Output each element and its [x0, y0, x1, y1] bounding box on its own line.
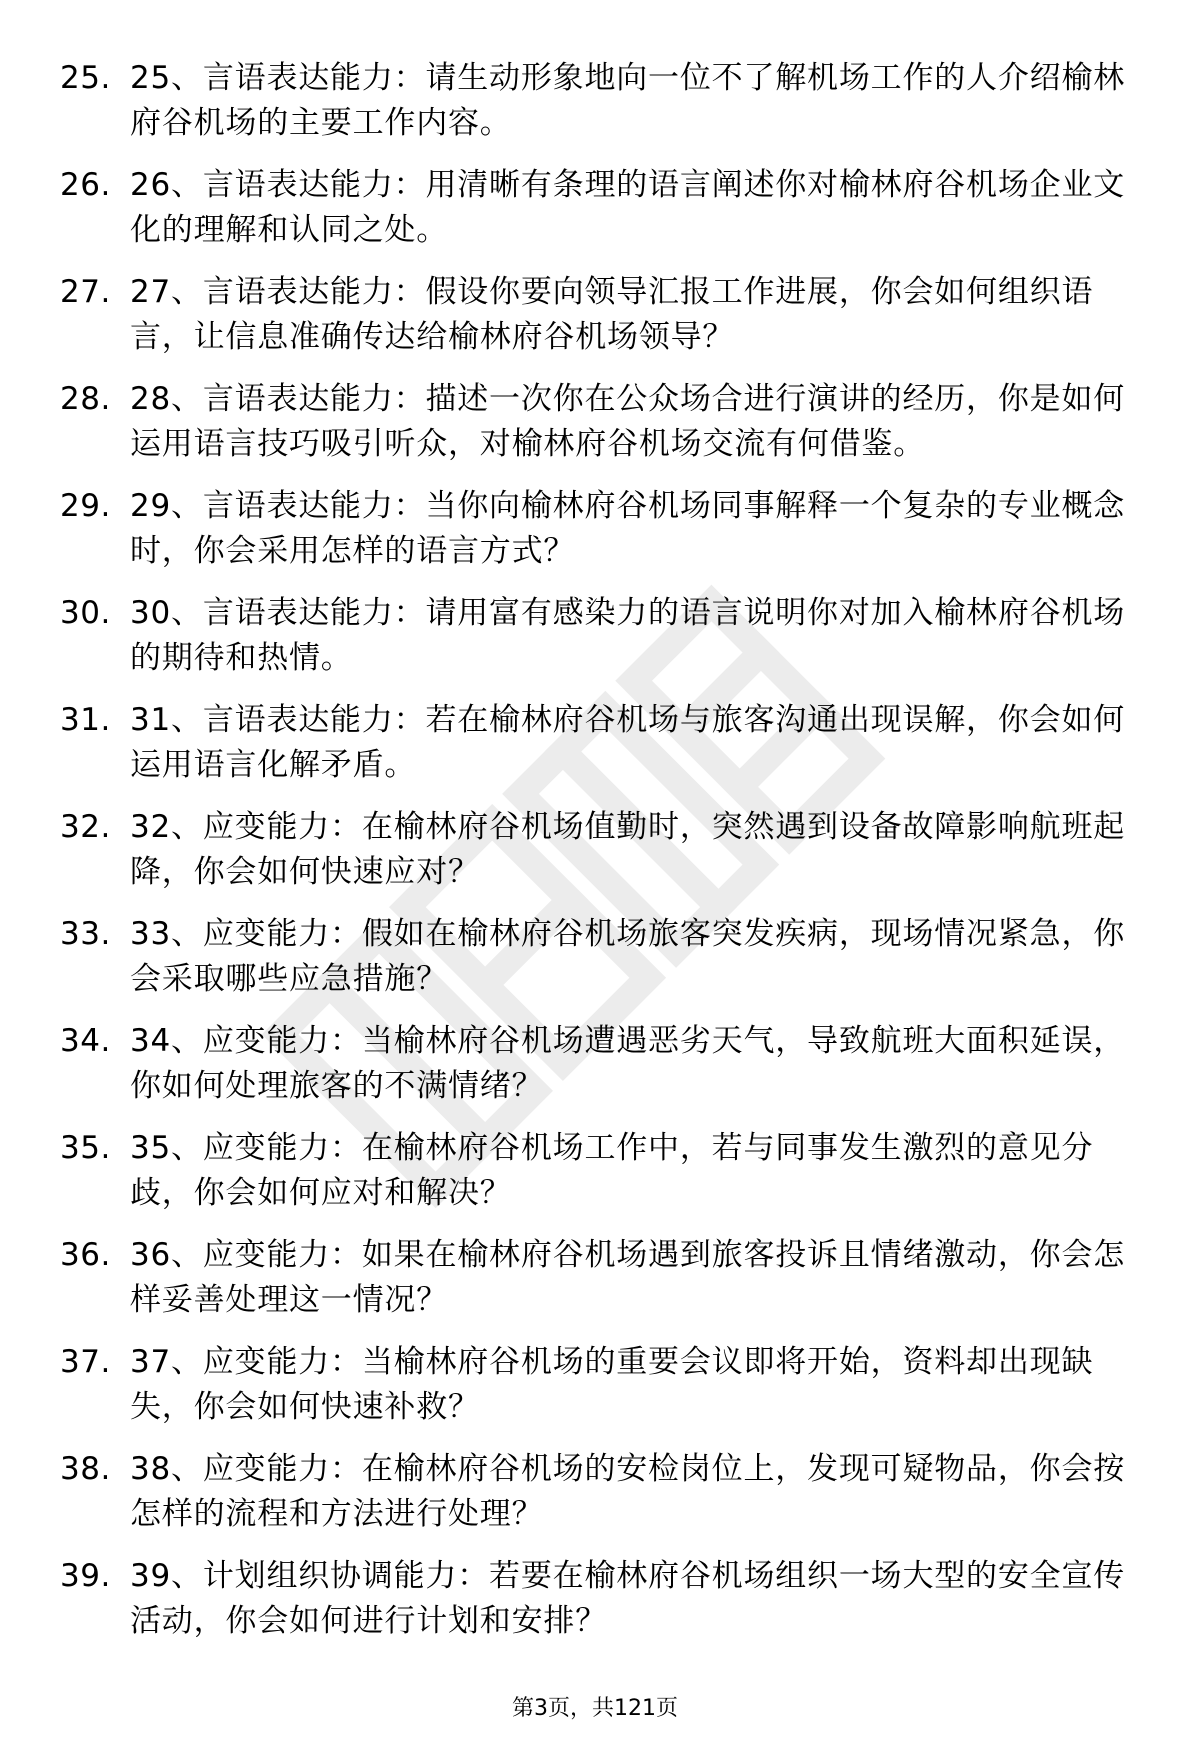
question-text: 25、言语表达能力：请生动形象地向一位不了解机场工作的人介绍榆林府谷机场的主要工作内容。 [130, 60, 1126, 141]
question-number: 39. [60, 1558, 111, 1594]
question-list [60, 56, 1150, 1661]
question-number: 38. [60, 1451, 111, 1487]
list-item [60, 591, 1150, 698]
question-text: 38、应变能力：在榆林府谷机场的安检岗位上，发现可疑物品，你会按怎样的流程和方法进行处理？ [130, 1451, 1126, 1532]
question-number: 28. [60, 381, 111, 417]
question-text: 32、应变能力：在榆林府谷机场值勤时，突然遇到设备故障影响航班起降，你会如何快速应对？ [130, 809, 1126, 890]
list-item [60, 484, 1150, 591]
list-item [60, 270, 1150, 377]
question-number: 32. [60, 809, 111, 845]
question-text: 37、应变能力：当榆林府谷机场的重要会议即将开始，资料却出现缺失，你会如何快速补救？ [130, 1344, 1094, 1425]
question-number: 25. [60, 60, 111, 96]
question-text: 27、言语表达能力：假设你要向领导汇报工作进展，你会如何组织语言，让信息准确传达给榆林府谷机场领导？ [130, 274, 1094, 355]
list-item [60, 1126, 1150, 1233]
question-text: 30、言语表达能力：请用富有感染力的语言说明你对加入榆林府谷机场的期待和热情。 [130, 595, 1126, 676]
list-item [60, 163, 1150, 270]
question-text: 31、言语表达能力：若在榆林府谷机场与旅客沟通出现误解，你会如何运用语言化解矛盾。 [130, 702, 1126, 783]
question-number: 33. [60, 916, 111, 952]
list-item [60, 1233, 1150, 1340]
list-item [60, 377, 1150, 484]
question-number: 30. [60, 595, 111, 631]
question-text: 36、应变能力：如果在榆林府谷机场遇到旅客投诉且情绪激动，你会怎样妥善处理这一情况？ [130, 1237, 1126, 1318]
question-number: 36. [60, 1237, 111, 1273]
question-number: 31. [60, 702, 111, 738]
list-item [60, 912, 1150, 1019]
question-number: 26. [60, 167, 111, 203]
list-item [60, 1340, 1150, 1447]
question-text: 35、应变能力：在榆林府谷机场工作中，若与同事发生激烈的意见分歧，你会如何应对和解决？ [130, 1130, 1094, 1211]
question-text: 26、言语表达能力：用清晰有条理的语言阐述你对榆林府谷机场企业文化的理解和认同之处。 [130, 167, 1126, 248]
question-number: 35. [60, 1130, 111, 1166]
question-text: 39、计划组织协调能力：若要在榆林府谷机场组织一场大型的安全宣传活动，你会如何进行计划和安排？ [130, 1558, 1126, 1639]
question-text: 29、言语表达能力：当你向榆林府谷机场同事解释一个复杂的专业概念时，你会采用怎样的语言方式？ [130, 488, 1126, 569]
list-item [60, 805, 1150, 912]
list-item [60, 1019, 1150, 1126]
question-number: 34. [60, 1023, 111, 1059]
list-item [60, 1447, 1150, 1554]
question-text: 33、应变能力：假如在榆林府谷机场旅客突发疾病，现场情况紧急，你会采取哪些应急措施？ [130, 916, 1126, 997]
question-number: 29. [60, 488, 111, 524]
question-number: 27. [60, 274, 111, 310]
list-item [60, 56, 1150, 163]
question-text: 34、应变能力：当榆林府谷机场遭遇恶劣天气，导致航班大面积延误，你如何处理旅客的不满情绪？ [130, 1023, 1126, 1104]
list-item [60, 698, 1150, 805]
question-text: 28、言语表达能力：描述一次你在公众场合进行演讲的经历，你是如何运用语言技巧吸引听众，对榆林府谷机场交流有何借鉴。 [130, 381, 1126, 462]
page-number-footer: 第3页，共121页 [512, 1696, 678, 1721]
list-item [60, 1554, 1150, 1661]
question-number: 37. [60, 1344, 111, 1380]
